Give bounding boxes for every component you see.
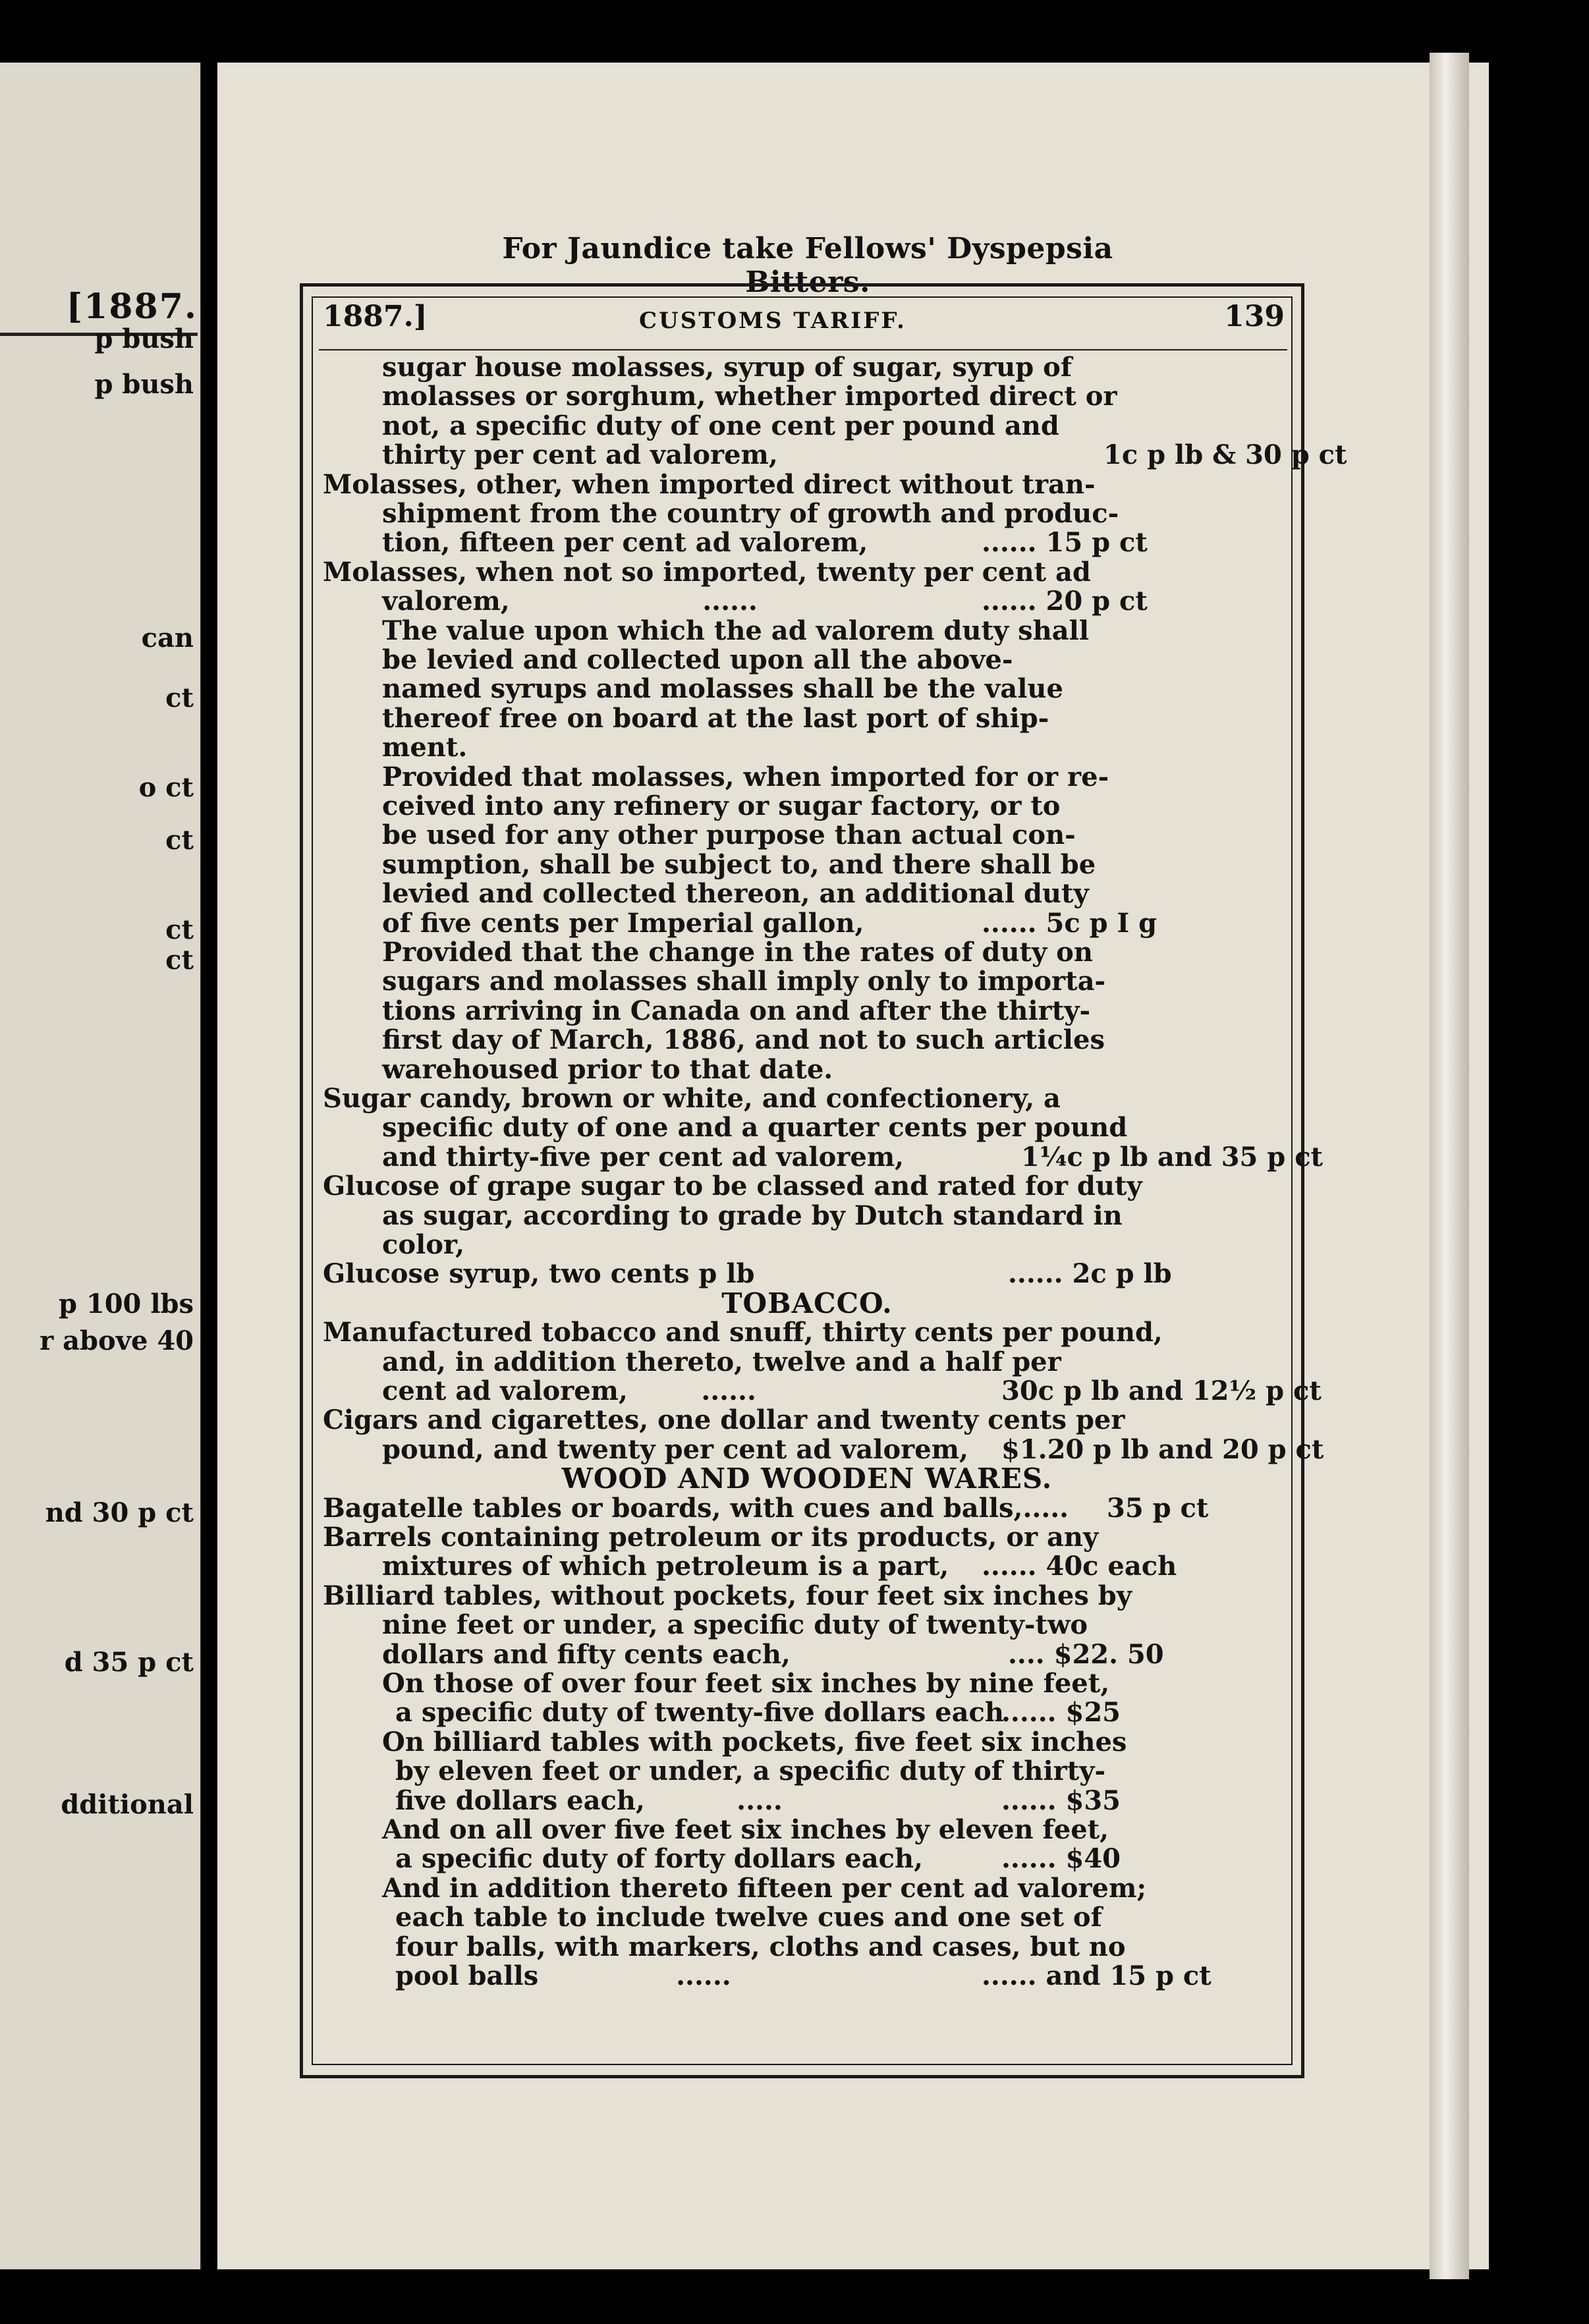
tariff-line <box>382 616 1089 646</box>
left-page-fragment-text: ct <box>165 914 194 946</box>
tariff-line-text: and thirty-five per cent ad valorem, <box>382 1141 905 1173</box>
tariff-line-text: and, in addition thereto, twelve and a half per <box>382 1346 1061 1377</box>
tariff-line <box>323 1259 755 1288</box>
tariff-line <box>382 674 1063 704</box>
duty-rate: ...... 15 p ct <box>982 527 1148 559</box>
page-edge <box>1430 53 1469 2279</box>
duty-rate: 1c p lb & 30 p ct <box>1103 439 1347 471</box>
tariff-line <box>382 381 1117 411</box>
tariff-line <box>382 528 868 557</box>
tariff-line-text: mixtures of which petroleum is a part, <box>382 1551 949 1582</box>
left-page-fragment-text: can <box>141 622 194 654</box>
tariff-line-text: molasses or sorghum, whether imported direct or <box>382 381 1117 412</box>
tariff-line <box>395 1698 1004 1727</box>
tariff-line <box>382 499 1119 528</box>
duty-rate: .... $22. 50 <box>1008 1638 1164 1670</box>
tariff-line <box>323 557 1091 587</box>
left-page-header: [1887. <box>66 287 198 327</box>
tariff-line-text: as sugar, according to grade by Dutch standard in <box>382 1200 1123 1231</box>
tariff-line-text: sugar house molasses, syrup of sugar, syrup of <box>382 352 1073 383</box>
tariff-line <box>323 1171 1142 1201</box>
duty-rate: ...... 5c p I g <box>982 907 1157 939</box>
tariff-line-text: The value upon which the ad valorem duty shall <box>382 615 1090 646</box>
header-rule <box>319 349 1287 350</box>
tariff-line <box>382 1551 949 1581</box>
tariff-line <box>323 1522 1098 1552</box>
duty-rate: ...... 20 p ct <box>982 586 1148 617</box>
tariff-line <box>382 1142 904 1172</box>
tariff-line-text: Cigars and cigarettes, one dollar and twenty cents per <box>323 1404 1125 1436</box>
tariff-line <box>382 1815 1109 1844</box>
tariff-line-text: specific duty of one and a quarter cents per pound <box>382 1112 1128 1144</box>
left-page-fragment-text: ct <box>165 682 194 714</box>
tariff-line-text: not, a specific duty of one cent per pound and <box>382 410 1059 441</box>
tariff-line-text: thirty per cent ad valorem, <box>382 439 778 471</box>
tariff-line-text: each table to include twelve cues and one set of <box>395 1902 1102 1933</box>
tariff-line-text: valorem, ...... <box>382 586 758 617</box>
tariff-line <box>382 1025 1105 1055</box>
left-page-fragment-text: d 35 p ct <box>64 1647 194 1678</box>
tariff-line <box>382 879 1089 908</box>
left-page-fragment-text: ct <box>165 824 194 856</box>
tariff-line <box>382 1640 791 1669</box>
duty-rate: 1¼c p lb and 35 p ct <box>1021 1141 1324 1173</box>
section-heading: TOBACCO. <box>721 1286 893 1319</box>
tariff-line <box>382 937 1093 967</box>
tariff-line-text: five dollars each, ..... <box>395 1784 783 1816</box>
tariff-line <box>382 1201 1123 1231</box>
left-page-fragment-text: nd 30 p ct <box>45 1497 194 1529</box>
tariff-line-text: pound, and twenty per cent ad valorem, <box>382 1433 968 1465</box>
tariff-line-text: be levied and collected upon all the above- <box>382 644 1013 675</box>
tariff-line <box>382 411 1059 441</box>
left-page-fragment-text: p bush <box>94 368 194 400</box>
tariff-line <box>382 1376 756 1406</box>
tariff-line-text: tions arriving in Canada on and after the thirty- <box>382 995 1091 1026</box>
tariff-line-text: sumption, shall be subject to, and there shall be <box>382 848 1096 880</box>
tariff-line-text: Provided that the change in the rates of duty on <box>382 937 1093 968</box>
running-head <box>323 300 1285 352</box>
page-number: 139 <box>1224 300 1285 333</box>
page-gutter-line <box>200 63 202 2269</box>
tariff-line-text: And on all over five feet six inches by eleven feet, <box>382 1814 1109 1845</box>
tariff-line-text: color, <box>382 1229 464 1260</box>
left-page-fragment-text: dditional <box>61 1789 194 1821</box>
tariff-line-text: dollars and fifty cents each, <box>382 1638 791 1670</box>
tariff-line <box>382 1669 1109 1698</box>
duty-rate: 30c p lb and 12½ p ct <box>1001 1375 1322 1406</box>
tariff-line <box>395 1932 1126 1962</box>
tariff-line-text: And in addition thereto fifteen per cent ad valorem; <box>382 1872 1147 1904</box>
tariff-line <box>382 1873 1146 1903</box>
tariff-line <box>382 586 758 616</box>
tariff-line <box>382 733 467 762</box>
tariff-line <box>395 1902 1102 1932</box>
tariff-line-text: by eleven feet or under, a specific duty of thirty- <box>395 1756 1106 1787</box>
tariff-line <box>395 1844 923 1873</box>
tariff-line <box>382 1230 464 1259</box>
header-title: CUSTOMS TARIFF. <box>639 308 906 334</box>
duty-rate: ...... $25 <box>1001 1697 1121 1729</box>
tariff-line-text: Molasses, other, when imported direct without tran- <box>323 468 1096 500</box>
tariff-line-text: shipment from the country of growth and produc- <box>382 498 1119 529</box>
tariff-line-text: ment. <box>382 732 468 763</box>
duty-rate: ...... $35 <box>1001 1784 1121 1816</box>
duty-rate: ...... 2c p lb <box>1008 1258 1172 1290</box>
tariff-line <box>395 1786 783 1815</box>
tariff-line-text: nine feet or under, a specific duty of twenty-two <box>382 1609 1088 1641</box>
tariff-line <box>382 820 1076 850</box>
tariff-line-text: of five cents per Imperial gallon, <box>382 907 864 939</box>
tariff-line-text: four balls, with markers, cloths and cases, but no <box>395 1931 1126 1962</box>
tariff-line <box>323 1405 1125 1435</box>
tariff-line-text: Barrels containing petroleum or its products, or any <box>323 1522 1099 1553</box>
tariff-line <box>382 1727 1127 1757</box>
tariff-line-text: Billiard tables, without pockets, four feet six inches by <box>323 1580 1132 1611</box>
tariff-line-text: tion, fifteen per cent ad valorem, <box>382 527 868 559</box>
tariff-line <box>382 1113 1127 1142</box>
tariff-line-text: ceived into any refinery or sugar factory, or to <box>382 790 1061 821</box>
tariff-line <box>382 645 1013 675</box>
tariff-line-text: pool balls ...... <box>395 1960 731 1991</box>
tariff-line <box>382 1610 1088 1640</box>
left-page-fragment-text: o ct <box>138 772 194 804</box>
tariff-line-text: a specific duty of twenty-five dollars each <box>395 1697 1004 1729</box>
tariff-line <box>323 1317 1163 1347</box>
tariff-line <box>382 762 1109 792</box>
tariff-line-text: cent ad valorem, ...... <box>382 1375 756 1406</box>
tariff-line <box>323 1493 1069 1523</box>
tariff-line-text: Bagatelle tables or boards, with cues and balls,..... <box>323 1492 1069 1524</box>
tariff-line-text: Glucose of grape sugar to be classed and rated for duty <box>323 1171 1142 1202</box>
tariff-line-text: be used for any other purpose than actual con- <box>382 819 1076 851</box>
duty-rate: ...... and 15 p ct <box>982 1960 1212 1991</box>
duty-rate: 35 p ct <box>1107 1492 1209 1524</box>
tariff-line-text: a specific duty of forty dollars each, <box>395 1843 924 1875</box>
left-page-fragment-text: p bush <box>94 323 194 355</box>
advert-banner: For Jaundice take Fellows' Dyspepsia Bitters. <box>502 232 1113 299</box>
tariff-line <box>382 791 1060 821</box>
left-page-fragment <box>0 63 202 2269</box>
tariff-line <box>382 1435 968 1464</box>
duty-rate: ...... 40c each <box>982 1551 1177 1582</box>
tariff-line-text: named syrups and molasses shall be the value <box>382 673 1063 705</box>
tariff-line <box>382 996 1090 1026</box>
header-year: 1887.] <box>323 300 428 333</box>
duty-rate: ...... $40 <box>1001 1843 1121 1875</box>
left-page-fragment-text: p 100 lbs <box>59 1288 194 1319</box>
tariff-line-text: Molasses, when not so imported, twenty per cent ad <box>323 556 1091 588</box>
tariff-line-text: levied and collected thereon, an additional duty <box>382 878 1089 910</box>
tariff-line <box>323 1581 1132 1611</box>
tariff-line-text: Manufactured tobacco and snuff, thirty cents per pound, <box>323 1317 1163 1348</box>
tariff-line <box>382 704 1049 733</box>
tariff-line-text: thereof free on board at the last port of ship- <box>382 702 1049 734</box>
tariff-line-text: Sugar candy, brown or white, and confectionery, a <box>323 1083 1061 1114</box>
tariff-line <box>395 1756 1105 1786</box>
tariff-line-text: warehoused prior to that date. <box>382 1053 833 1085</box>
left-page-fragment-text: r above 40 <box>40 1325 194 1357</box>
tariff-line <box>382 908 864 938</box>
tariff-line <box>382 1055 833 1084</box>
tariff-line-text: On those of over four feet six inches by nine feet, <box>382 1668 1110 1699</box>
tariff-line-text: first day of March, 1886, and not to such articles <box>382 1024 1105 1056</box>
tariff-line <box>382 1347 1061 1377</box>
tariff-line <box>323 470 1096 499</box>
left-page-fragment-text: ct <box>165 944 194 976</box>
tariff-line-text: Provided that molasses, when imported for or re- <box>382 761 1109 792</box>
tariff-line <box>382 440 778 470</box>
tariff-line-text: Glucose syrup, two cents p lb <box>323 1258 755 1290</box>
tariff-line <box>395 1961 731 1991</box>
tariff-line <box>382 352 1072 382</box>
tariff-line <box>382 966 1105 996</box>
duty-rate: $1.20 p lb and 20 p ct <box>1001 1433 1324 1465</box>
tariff-line-text: On billiard tables with pockets, five feet six inches <box>382 1726 1127 1757</box>
tariff-line <box>382 850 1096 879</box>
section-heading: WOOD AND WOODEN WARES. <box>561 1462 1053 1495</box>
tariff-line <box>323 1084 1061 1113</box>
tariff-line-text: sugars and molasses shall imply only to importa- <box>382 966 1106 997</box>
